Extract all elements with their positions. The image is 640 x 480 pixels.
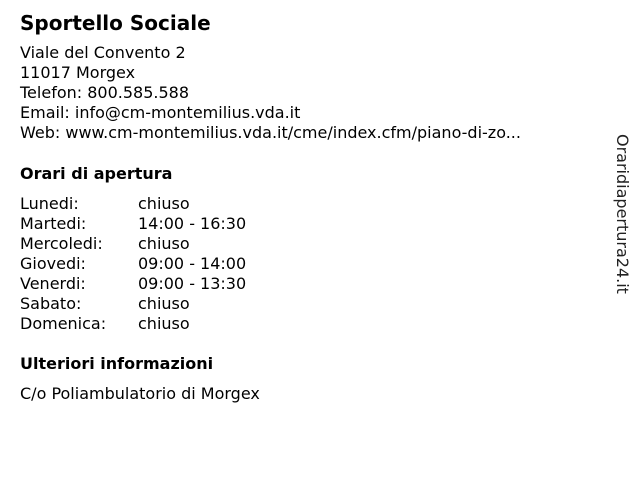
day-label: Sabato: <box>20 294 82 313</box>
further-info-heading: Ulteriori informazioni <box>20 354 214 373</box>
day-label: Giovedi: <box>20 254 86 273</box>
hours-row-wednesday <box>20 234 320 254</box>
brand-text: Oraridiapertura24.it <box>613 134 632 294</box>
phone-number: Telefon: 800.585.588 <box>20 83 190 102</box>
day-label: Mercoledi: <box>20 234 103 253</box>
hours-value: 09:00 - 14:00 <box>138 254 247 273</box>
hours-row-thursday <box>20 254 320 274</box>
brand-watermark <box>612 134 632 306</box>
opening-hours-heading: Orari di apertura <box>20 164 173 183</box>
street-address: Viale del Convento 2 <box>20 43 186 62</box>
hours-value: chiuso <box>138 314 190 333</box>
further-info-text: C/o Poliambulatorio di Morgex <box>20 384 260 403</box>
day-label: Venerdi: <box>20 274 86 293</box>
website-url: Web: www.cm-montemilius.vda.it/cme/index.cfm/piano-di-zo... <box>20 123 521 142</box>
opening-hours-table <box>20 194 320 334</box>
city: 11017 Morgex <box>20 63 136 82</box>
hours-value: 14:00 - 16:30 <box>138 214 247 233</box>
email-address: Email: info@cm-montemilius.vda.it <box>20 103 301 122</box>
day-label: Domenica: <box>20 314 107 333</box>
hours-value: chiuso <box>138 294 190 313</box>
hours-row-friday <box>20 274 320 294</box>
day-label: Lunedi: <box>20 194 79 213</box>
hours-row-tuesday <box>20 214 320 234</box>
hours-value: 09:00 - 13:30 <box>138 274 247 293</box>
hours-value: chiuso <box>138 194 190 213</box>
hours-row-sunday <box>20 314 320 334</box>
day-label: Martedi: <box>20 214 87 233</box>
hours-row-saturday <box>20 294 320 314</box>
page-title: Sportello Sociale <box>20 11 211 35</box>
address-block <box>20 43 521 143</box>
hours-value: chiuso <box>138 234 190 253</box>
hours-row-monday <box>20 194 320 214</box>
